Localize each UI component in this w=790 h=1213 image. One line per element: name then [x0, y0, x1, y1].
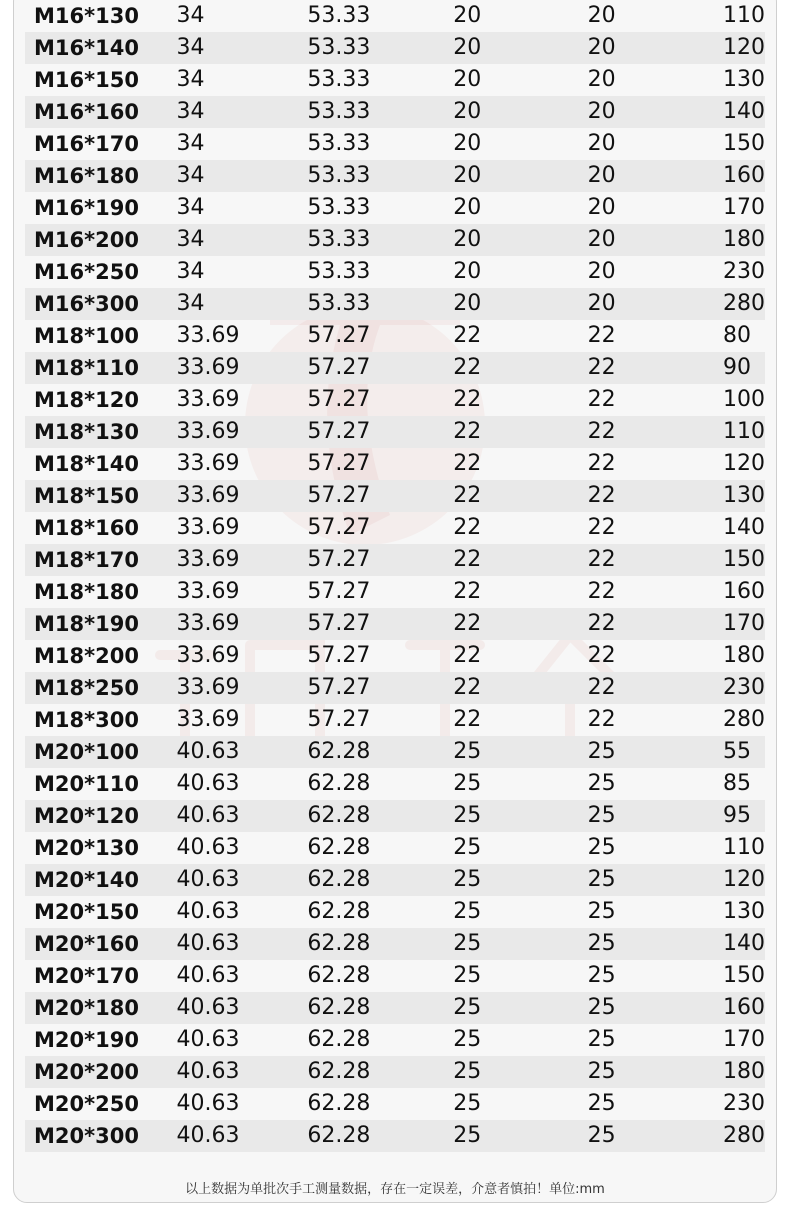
spec-value-cell: 25	[587, 835, 616, 860]
spec-value-cell: 25	[587, 963, 616, 988]
spec-value-cell: 33.69	[176, 515, 240, 540]
spec-value-cell: 280	[682, 1120, 765, 1152]
spec-value-cell: 25	[548, 736, 682, 768]
spec-value-cell: 33.69	[176, 707, 240, 732]
table-row	[25, 128, 765, 160]
spec-value-cell: 20	[587, 67, 616, 92]
spec-value-cell: 25	[548, 928, 682, 960]
spec-value-cell: 33.69	[155, 416, 272, 448]
spec-value-cell: 40.63	[176, 1091, 240, 1116]
spec-value-cell: 40.63	[176, 963, 240, 988]
spec-value-cell: 20	[453, 195, 482, 220]
spec-value-cell: 33.69	[155, 544, 272, 576]
spec-model-cell: M16*300	[25, 288, 155, 320]
spec-value-cell: 33.69	[155, 352, 272, 384]
spec-model-cell: M20*170	[34, 964, 139, 988]
spec-value-cell: 25	[587, 899, 616, 924]
table-row	[25, 896, 765, 928]
spec-value-cell: 20	[587, 3, 616, 28]
spec-value-cell: 22	[548, 672, 682, 704]
spec-value-cell: 22	[548, 352, 682, 384]
spec-value-cell: 230	[682, 672, 765, 704]
spec-model-cell: M18*170	[25, 544, 155, 576]
spec-value-cell: 33.69	[155, 480, 272, 512]
spec-value-cell: 33.69	[155, 672, 272, 704]
spec-model-cell: M18*160	[34, 516, 139, 540]
spec-model-cell: M16*190	[34, 196, 139, 220]
table-row	[25, 864, 765, 896]
spec-value-cell: 40.63	[155, 1120, 272, 1152]
spec-value-cell: 40.63	[176, 835, 240, 860]
spec-value-cell: 120	[682, 864, 765, 896]
spec-model-cell: M16*150	[34, 68, 139, 92]
spec-value-cell: 25	[548, 992, 682, 1024]
spec-value-cell: 62.28	[307, 835, 371, 860]
spec-value-cell: 53.33	[307, 67, 371, 92]
spec-value-cell: 25	[548, 800, 682, 832]
spec-value-cell: 25	[587, 771, 616, 796]
spec-model-cell: M20*160	[25, 928, 155, 960]
spec-value-cell: 40.63	[155, 736, 272, 768]
spec-value-cell: 20	[587, 259, 616, 284]
spec-value-cell: 20	[412, 224, 547, 256]
table-row	[25, 192, 765, 224]
spec-value-cell: 34	[176, 67, 205, 92]
spec-model-cell: M20*180	[25, 992, 155, 1024]
table-row	[25, 160, 765, 192]
spec-value-cell: 22	[587, 579, 616, 604]
spec-value-cell: 140	[682, 96, 765, 128]
spec-value-cell: 25	[548, 1056, 682, 1088]
table-row	[25, 320, 765, 352]
spec-value-cell: 57.27	[307, 643, 371, 668]
spec-value-cell: 22	[412, 608, 547, 640]
spec-value-cell: 160	[723, 579, 765, 604]
spec-model-cell: M18*250	[25, 672, 155, 704]
spec-value-cell: 22	[453, 643, 482, 668]
table-row	[25, 544, 765, 576]
spec-value-cell: 25	[453, 899, 482, 924]
spec-value-cell: 34	[176, 259, 205, 284]
spec-value-cell: 34	[155, 160, 272, 192]
spec-value-cell: 62.28	[307, 1091, 371, 1116]
spec-value-cell: 170	[682, 608, 765, 640]
spec-value-cell: 22	[587, 643, 616, 668]
spec-model-cell: M18*110	[25, 352, 155, 384]
spec-value-cell: 57.27	[307, 579, 371, 604]
spec-value-cell: 40.63	[176, 899, 240, 924]
spec-value-cell: 180	[682, 1056, 765, 1088]
spec-value-cell: 55	[682, 736, 765, 768]
table-row	[25, 96, 765, 128]
spec-value-cell: 53.33	[307, 131, 371, 156]
spec-value-cell: 53.33	[307, 195, 371, 220]
spec-value-cell: 25	[412, 1120, 547, 1152]
table-row	[25, 672, 765, 704]
table-row	[25, 256, 765, 288]
spec-model-cell: M18*300	[34, 708, 139, 732]
table-row	[25, 736, 765, 768]
spec-value-cell: 20	[587, 131, 616, 156]
spec-value-cell: 20	[412, 32, 547, 64]
spec-model-cell: M20*140	[25, 864, 155, 896]
spec-value-cell: 57.27	[307, 515, 371, 540]
spec-table-body	[25, 0, 765, 1152]
spec-value-cell: 20	[587, 195, 616, 220]
spec-value-cell: 62.28	[271, 1120, 412, 1152]
spec-value-cell: 34	[176, 3, 205, 28]
spec-value-cell: 25	[453, 835, 482, 860]
table-row	[25, 448, 765, 480]
spec-model-cell: M20*190	[34, 1028, 139, 1052]
spec-value-cell: 25	[412, 800, 547, 832]
spec-value-cell: 33.69	[176, 387, 240, 412]
spec-value-cell: 34	[155, 96, 272, 128]
spec-value-cell: 150	[723, 963, 765, 988]
table-row	[25, 224, 765, 256]
spec-value-cell: 25	[412, 992, 547, 1024]
spec-value-cell: 22	[412, 480, 547, 512]
spec-model-cell: M20*150	[34, 900, 139, 924]
spec-value-cell: 90	[682, 352, 765, 384]
spec-value-cell: 22	[548, 608, 682, 640]
spec-value-cell: 230	[723, 1091, 765, 1116]
spec-value-cell: 20	[453, 67, 482, 92]
spec-value-cell: 80	[723, 323, 751, 348]
spec-model-cell: M16*180	[25, 160, 155, 192]
spec-value-cell: 40.63	[155, 800, 272, 832]
spec-value-cell: 20	[412, 96, 547, 128]
spec-value-cell: 20	[412, 288, 547, 320]
spec-value-cell: 53.33	[307, 3, 371, 28]
spec-value-cell: 53.33	[271, 288, 412, 320]
spec-value-cell: 22	[453, 387, 482, 412]
table-row	[25, 992, 765, 1024]
spec-value-cell: 170	[723, 195, 765, 220]
spec-value-cell: 57.27	[307, 323, 371, 348]
spec-value-cell: 22	[453, 515, 482, 540]
spec-value-cell: 40.63	[155, 928, 272, 960]
table-row	[25, 928, 765, 960]
table-row	[25, 384, 765, 416]
measurement-note: 以上数据为单批次手工测量数据，存在一定误差，介意者慎拍！单位:mm	[185, 1182, 605, 1197]
spec-model-cell: M16*250	[34, 260, 139, 284]
spec-value-cell: 100	[723, 387, 765, 412]
table-row	[25, 1024, 765, 1056]
table-row	[25, 288, 765, 320]
table-row	[25, 64, 765, 96]
table-row	[25, 1056, 765, 1088]
spec-value-cell: 57.27	[271, 480, 412, 512]
spec-value-cell: 62.28	[271, 864, 412, 896]
spec-value-cell: 140	[682, 928, 765, 960]
table-row	[25, 512, 765, 544]
spec-value-cell: 22	[587, 387, 616, 412]
spec-value-cell: 40.63	[155, 1056, 272, 1088]
spec-value-cell: 62.28	[307, 963, 371, 988]
spec-value-cell: 25	[453, 1091, 482, 1116]
spec-value-cell: 57.27	[307, 451, 371, 476]
spec-value-cell: 57.27	[271, 352, 412, 384]
spec-value-cell: 53.33	[271, 96, 412, 128]
spec-value-cell: 130	[723, 67, 765, 92]
spec-value-cell: 85	[723, 771, 751, 796]
spec-model-cell: M20*110	[34, 772, 139, 796]
spec-model-cell: M18*180	[34, 580, 139, 604]
spec-value-cell: 57.27	[307, 707, 371, 732]
table-row	[25, 768, 765, 800]
spec-value-cell: 20	[453, 131, 482, 156]
spec-value-cell: 33.69	[155, 608, 272, 640]
spec-value-cell: 40.63	[155, 864, 272, 896]
spec-value-cell: 25	[453, 963, 482, 988]
table-row	[25, 1120, 765, 1152]
spec-model-cell: M20*120	[25, 800, 155, 832]
spec-value-cell: 280	[723, 707, 765, 732]
spec-value-cell: 40.63	[155, 992, 272, 1024]
spec-value-cell: 22	[412, 416, 547, 448]
spec-value-cell: 34	[155, 224, 272, 256]
spec-value-cell: 150	[723, 131, 765, 156]
spec-value-cell: 57.27	[307, 387, 371, 412]
spec-model-cell: M20*200	[25, 1056, 155, 1088]
spec-value-cell: 22	[587, 515, 616, 540]
spec-value-cell: 25	[587, 1027, 616, 1052]
spec-value-cell: 57.27	[271, 416, 412, 448]
spec-model-cell: M18*120	[34, 388, 139, 412]
spec-value-cell: 180	[723, 643, 765, 668]
spec-value-cell: 25	[453, 771, 482, 796]
spec-value-cell: 20	[412, 160, 547, 192]
spec-value-cell: 62.28	[307, 1027, 371, 1052]
table-row	[25, 480, 765, 512]
spec-value-cell: 53.33	[307, 259, 371, 284]
spec-model-cell: M16*200	[25, 224, 155, 256]
spec-model-cell: M18*130	[25, 416, 155, 448]
spec-value-cell: 230	[723, 259, 765, 284]
spec-value-cell: 110	[682, 416, 765, 448]
spec-value-cell: 33.69	[176, 323, 240, 348]
spec-model-cell: M20*300	[25, 1120, 155, 1152]
spec-value-cell: 160	[682, 992, 765, 1024]
spec-value-cell: 62.28	[271, 992, 412, 1024]
spec-value-cell: 20	[548, 96, 682, 128]
spec-model-cell: M18*200	[34, 644, 139, 668]
spec-value-cell: 22	[453, 707, 482, 732]
spec-value-cell: 22	[412, 544, 547, 576]
table-row	[25, 352, 765, 384]
spec-model-cell: M18*150	[25, 480, 155, 512]
spec-value-cell: 120	[723, 451, 765, 476]
spec-value-cell: 25	[548, 1120, 682, 1152]
spec-value-cell: 25	[587, 1091, 616, 1116]
spec-model-cell: M18*100	[34, 324, 139, 348]
spec-model-cell: M16*140	[25, 32, 155, 64]
spec-value-cell: 22	[412, 672, 547, 704]
spec-value-cell: 53.33	[271, 160, 412, 192]
spec-value-cell: 34	[155, 32, 272, 64]
spec-value-cell: 25	[548, 864, 682, 896]
spec-value-cell: 25	[412, 864, 547, 896]
spec-value-cell: 57.27	[271, 544, 412, 576]
spec-value-cell: 40.63	[176, 771, 240, 796]
spec-value-cell: 140	[723, 515, 765, 540]
spec-value-cell: 62.28	[271, 736, 412, 768]
spec-value-cell: 25	[412, 736, 547, 768]
spec-value-cell: 33.69	[176, 643, 240, 668]
spec-value-cell: 53.33	[271, 32, 412, 64]
spec-value-cell: 120	[682, 32, 765, 64]
table-row	[25, 32, 765, 64]
spec-value-cell: 33.69	[176, 451, 240, 476]
spec-model-cell: M20*130	[34, 836, 139, 860]
spec-value-cell: 22	[548, 416, 682, 448]
spec-value-cell: 34	[176, 131, 205, 156]
spec-table	[25, 0, 765, 1152]
spec-value-cell: 22	[453, 579, 482, 604]
spec-value-cell: 130	[682, 480, 765, 512]
spec-value-cell: 34	[176, 195, 205, 220]
spec-value-cell: 20	[548, 288, 682, 320]
table-row	[25, 800, 765, 832]
spec-value-cell: 57.27	[271, 608, 412, 640]
spec-model-cell: M20*100	[25, 736, 155, 768]
spec-value-cell: 33.69	[176, 579, 240, 604]
spec-value-cell: 22	[587, 707, 616, 732]
spec-value-cell: 34	[155, 288, 272, 320]
spec-model-cell: M20*250	[34, 1092, 139, 1116]
spec-value-cell: 160	[682, 160, 765, 192]
spec-value-cell: 20	[548, 224, 682, 256]
spec-value-cell: 22	[548, 544, 682, 576]
spec-value-cell: 25	[453, 1027, 482, 1052]
spec-value-cell: 20	[453, 3, 482, 28]
spec-value-cell: 130	[723, 899, 765, 924]
spec-value-cell: 62.28	[271, 1056, 412, 1088]
spec-value-cell: 280	[682, 288, 765, 320]
table-row	[25, 960, 765, 992]
table-row	[25, 576, 765, 608]
spec-value-cell: 180	[682, 224, 765, 256]
table-row	[25, 0, 765, 32]
spec-value-cell: 62.28	[307, 771, 371, 796]
spec-value-cell: 20	[453, 259, 482, 284]
spec-value-cell: 22	[587, 323, 616, 348]
table-row	[25, 704, 765, 736]
table-row	[25, 832, 765, 864]
table-row	[25, 608, 765, 640]
spec-value-cell: 20	[548, 160, 682, 192]
table-row	[25, 416, 765, 448]
spec-value-cell: 22	[453, 451, 482, 476]
table-row	[25, 1088, 765, 1120]
spec-value-cell: 95	[682, 800, 765, 832]
spec-model-cell: M18*190	[25, 608, 155, 640]
table-row	[25, 640, 765, 672]
spec-value-cell: 25	[412, 928, 547, 960]
spec-value-cell: 57.27	[271, 672, 412, 704]
spec-value-cell: 170	[723, 1027, 765, 1052]
spec-value-cell: 25	[412, 1056, 547, 1088]
spec-value-cell: 62.28	[271, 800, 412, 832]
spec-value-cell: 22	[548, 480, 682, 512]
spec-model-cell: M16*130	[34, 4, 139, 28]
spec-value-cell: 53.33	[271, 224, 412, 256]
spec-model-cell: M16*170	[34, 132, 139, 156]
spec-value-cell: 40.63	[176, 1027, 240, 1052]
spec-value-cell: 22	[412, 352, 547, 384]
spec-value-cell: 22	[453, 323, 482, 348]
spec-value-cell: 22	[587, 451, 616, 476]
spec-value-cell: 110	[723, 835, 765, 860]
spec-value-cell: 20	[548, 32, 682, 64]
spec-value-cell: 110	[723, 3, 765, 28]
spec-model-cell: M16*160	[25, 96, 155, 128]
spec-value-cell: 150	[682, 544, 765, 576]
spec-value-cell: 62.28	[307, 899, 371, 924]
spec-model-cell: M18*140	[34, 452, 139, 476]
spec-value-cell: 62.28	[271, 928, 412, 960]
